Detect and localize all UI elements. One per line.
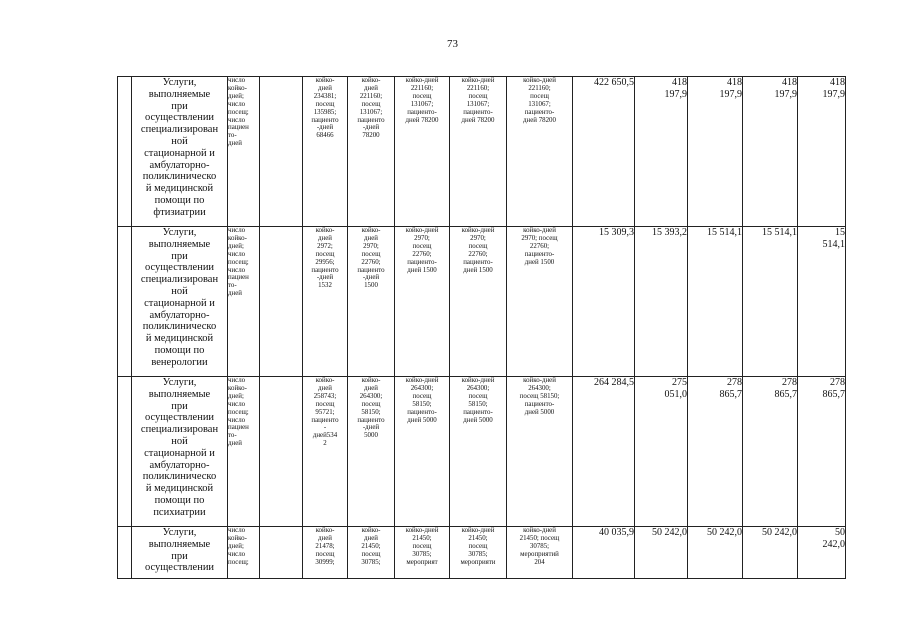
amount-cell: 275 051,0 [635,377,688,527]
amount-cell: 50 242,0 [688,527,743,579]
volume-cell: койко- дней 221160; посещ 131067; пациенто -дней 78200 [348,77,395,227]
row-number-cell [118,527,132,579]
row-number-cell [118,77,132,227]
table-row [118,227,846,377]
volume-cell: койко- дней 21450; посещ 30785; [348,527,395,579]
volume-cell: койко-дней 221160; посещ 131067; пациенто- дней 78200 [395,77,450,227]
volume-cell: койко- дней 264300; посещ 58150; пациенто -дней 5000 [348,377,395,527]
amount-cell: 15 514,1 [688,227,743,377]
amount-cell: 264 284,5 [573,377,635,527]
amount-cell: 15 309,3 [573,227,635,377]
indicator-cell: число койко- дней; число посещ; число пациен то- дней [228,77,260,227]
amount-cell: 50 242,0 [743,527,798,579]
volume-cell: койко-дней 221160; посещ 131067; пациенто- дней 78200 [450,77,507,227]
amount-cell: 50 242,0 [798,527,846,579]
amount-cell: 50 242,0 [635,527,688,579]
amount-cell: 418 197,9 [798,77,846,227]
service-name-cell: Услуги, выполняемые при осуществлении специализирован ной стационарной и амбулаторно- поликлиническо й медицинской помощи по психиатрии [132,377,228,527]
volume-cell: койко- дней 2972; посещ 29956; пациенто -дней 1532 [303,227,348,377]
empty-cell [260,377,303,527]
amount-cell: 418 197,9 [743,77,798,227]
amount-cell: 15 514,1 [743,227,798,377]
empty-cell [260,77,303,227]
amount-cell: 418 197,9 [688,77,743,227]
volume-cell: койко- дней 234381; посещ 135985; пациенто -дней 68466 [303,77,348,227]
row-number-cell [118,227,132,377]
volume-cell: койко- дней 258743; посещ 95721; пациенто - дней534 2 [303,377,348,527]
service-name-cell: Услуги, выполняемые при осуществлении специализирован ной стационарной и амбулаторно- поликлиническо й медицинской помощи по фтизиатрии [132,77,228,227]
table-row [118,77,846,227]
indicator-cell: число койко- дней; число посещ; число пациен то- дней [228,227,260,377]
service-name-cell: Услуги, выполняемые при осуществлении [132,527,228,579]
amount-cell: 278 865,7 [743,377,798,527]
table-container [117,76,845,578]
volume-cell: койко-дней 2970; посещ 22760; пациенто- дней 1500 [395,227,450,377]
empty-cell [260,227,303,377]
services-table [117,76,846,579]
volume-cell: койко- дней 21478; посещ 30999; [303,527,348,579]
volume-cell: койко-дней 21450; посещ 30785; мероприятий 204 [507,527,573,579]
amount-cell: 40 035,9 [573,527,635,579]
volume-cell: койко-дней 264300; посещ 58150; пациенто- дней 5000 [450,377,507,527]
table-row [118,527,846,579]
service-name-cell: Услуги, выполняемые при осуществлении специализирован ной стационарной и амбулаторно- поликлиническо й медицинской помощи по венерологии [132,227,228,377]
empty-cell [260,527,303,579]
amount-cell: 278 865,7 [688,377,743,527]
volume-cell: койко-дней 264300; посещ 58150; пациенто- дней 5000 [507,377,573,527]
amount-cell: 418 197,9 [635,77,688,227]
volume-cell: койко-дней 264300; посещ 58150; пациенто- дней 5000 [395,377,450,527]
row-number-cell [118,377,132,527]
indicator-cell: число койко- дней; число посещ; [228,527,260,579]
amount-cell: 422 650,5 [573,77,635,227]
amount-cell: 15 393,2 [635,227,688,377]
volume-cell: койко-дней 221160; посещ 131067; пациенто- дней 78200 [507,77,573,227]
indicator-cell: число койко- дней; число посещ; число пациен то- дней [228,377,260,527]
volume-cell: койко-дней 21450; посещ 30785; мероприяти [450,527,507,579]
amount-cell: 278 865,7 [798,377,846,527]
amount-cell: 15 514,1 [798,227,846,377]
volume-cell: койко- дней 2970; посещ 22760; пациенто -дней 1500 [348,227,395,377]
page-number: 73 [447,38,458,50]
volume-cell: койко-дней 2970; посещ 22760; пациенто- дней 1500 [450,227,507,377]
volume-cell: койко-дней 2970; посещ 22760; пациенто- дней 1500 [507,227,573,377]
table-row [118,377,846,527]
volume-cell: койко-дней 21450; посещ 30785; мероприят [395,527,450,579]
